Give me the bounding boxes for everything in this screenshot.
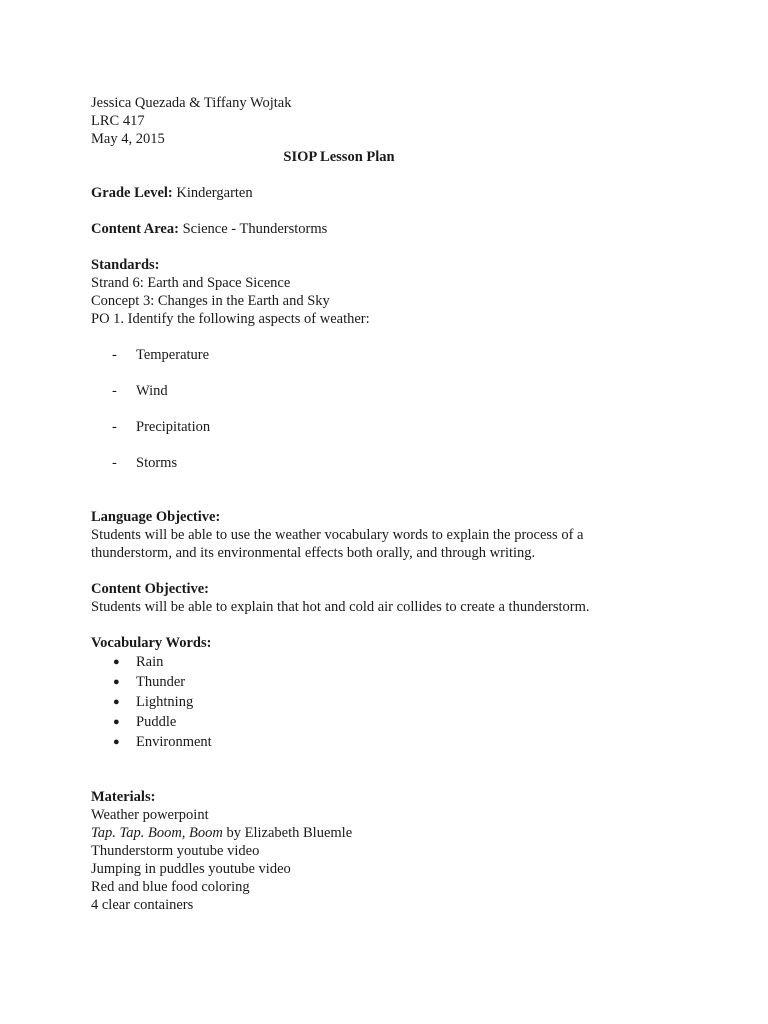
content-area-value: Science - Thunderstorms bbox=[182, 221, 328, 237]
vocabulary-item bbox=[91, 692, 691, 712]
materials-item: 4 clear containers bbox=[91, 897, 194, 913]
vocabulary-word: Puddle bbox=[136, 714, 177, 730]
bullet-marker: ● bbox=[113, 676, 120, 688]
weather-aspect-text: Storms bbox=[136, 455, 178, 471]
course-line: LRC 417 bbox=[91, 113, 145, 129]
bullet-marker: ● bbox=[113, 656, 120, 668]
weather-aspect-item bbox=[91, 418, 691, 436]
authors-line: Jessica Quezada & Tiffany Wojtak bbox=[91, 95, 292, 111]
book-title: Tap. Tap. Boom, Boom bbox=[91, 825, 223, 841]
materials-item: Thunderstorm youtube video bbox=[91, 843, 260, 859]
weather-aspect-text: Wind bbox=[136, 383, 168, 399]
standards-po: PO 1. Identify the following aspects of weather: bbox=[91, 311, 370, 327]
date-line: May 4, 2015 bbox=[91, 131, 165, 147]
dash-marker: - bbox=[112, 347, 117, 363]
weather-aspect-item bbox=[91, 346, 691, 364]
vocabulary-item bbox=[91, 672, 691, 692]
materials-heading: Materials: bbox=[91, 789, 156, 805]
document-title: SIOP Lesson Plan bbox=[283, 149, 395, 165]
materials-item: Jumping in puddles youtube video bbox=[91, 861, 291, 877]
dash-marker: - bbox=[112, 419, 117, 435]
vocabulary-word: Lightning bbox=[136, 694, 194, 710]
vocabulary-word: Environment bbox=[136, 734, 212, 750]
vocabulary-heading: Vocabulary Words: bbox=[91, 635, 212, 651]
content-area-label: Content Area: bbox=[91, 221, 179, 237]
document-page bbox=[91, 94, 691, 914]
bullet-marker: ● bbox=[113, 696, 120, 708]
materials-book-line bbox=[91, 824, 691, 842]
language-objective-text-1: Students will be able to use the weather vocabulary words to explain the process of a bbox=[91, 527, 584, 543]
standards-concept: Concept 3: Changes in the Earth and Sky bbox=[91, 293, 330, 309]
weather-aspect-item bbox=[91, 382, 691, 400]
vocabulary-word: Thunder bbox=[136, 674, 186, 690]
dash-marker: - bbox=[112, 383, 117, 399]
content-area-line bbox=[91, 220, 691, 238]
grade-level-value: Kindergarten bbox=[176, 185, 253, 201]
book-author: by Elizabeth Bluemle bbox=[222, 825, 353, 841]
vocabulary-item bbox=[91, 712, 691, 732]
weather-aspect-text: Temperature bbox=[136, 347, 210, 363]
grade-level-label: Grade Level: bbox=[91, 185, 173, 201]
weather-aspect-item bbox=[91, 454, 691, 472]
language-objective-text-2: thunderstorm, and its environmental effects both orally, and through writing. bbox=[91, 545, 536, 561]
content-objective-text: Students will be able to explain that hot and cold air collides to create a thunderstorm. bbox=[91, 599, 590, 615]
weather-aspect-text: Precipitation bbox=[136, 419, 211, 435]
bullet-marker: ● bbox=[113, 716, 120, 728]
content-objective-heading: Content Objective: bbox=[91, 581, 209, 597]
materials-item: Red and blue food coloring bbox=[91, 879, 250, 895]
grade-level-line bbox=[91, 184, 691, 202]
vocabulary-word: Rain bbox=[136, 654, 164, 670]
dash-marker: - bbox=[112, 455, 117, 471]
materials-item: Weather powerpoint bbox=[91, 807, 209, 823]
language-objective-heading: Language Objective: bbox=[91, 509, 221, 525]
vocabulary-item bbox=[91, 732, 691, 752]
vocabulary-item bbox=[91, 652, 691, 672]
standards-strand: Strand 6: Earth and Space Sicence bbox=[91, 275, 291, 291]
standards-heading: Standards: bbox=[91, 257, 160, 273]
bullet-marker: ● bbox=[113, 736, 120, 748]
